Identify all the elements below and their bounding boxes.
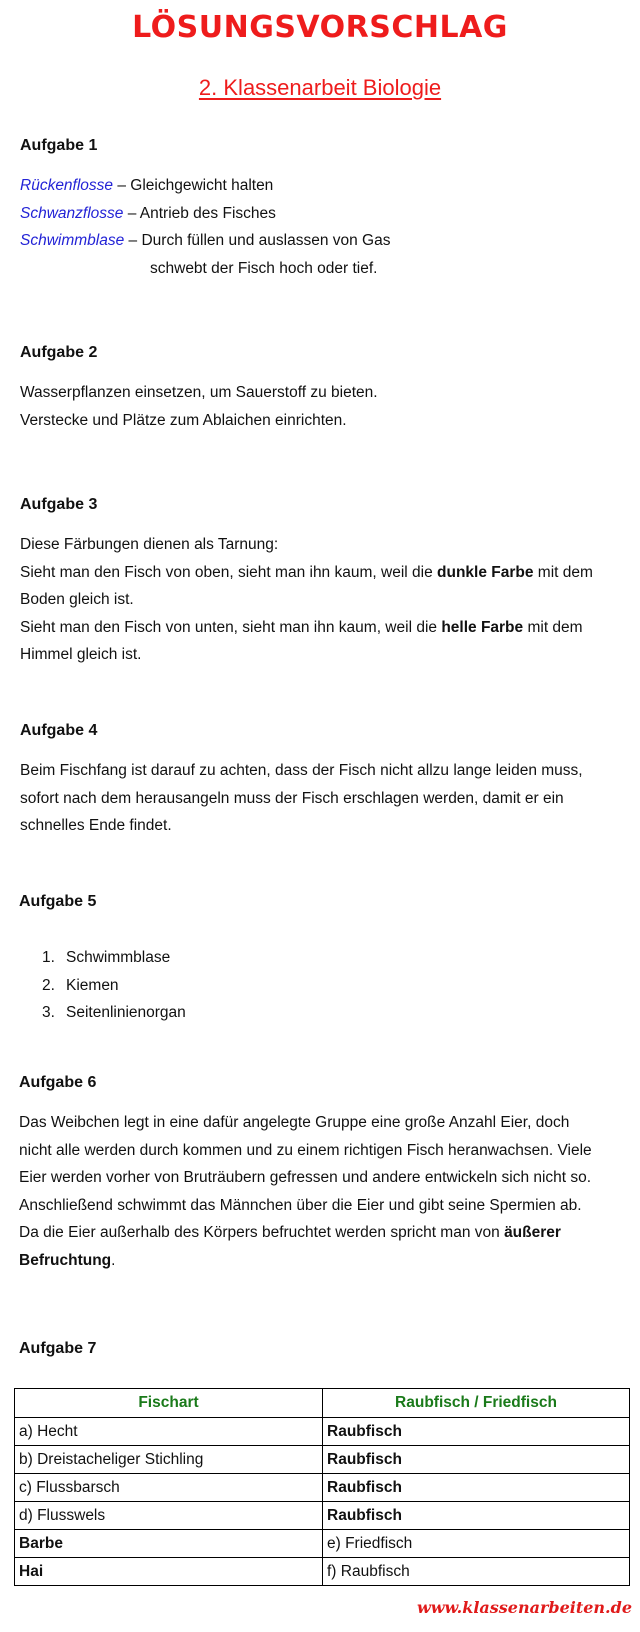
table-row <box>15 1446 630 1474</box>
table-row <box>15 1418 630 1446</box>
table-cell: d) Flusswels <box>15 1502 323 1530</box>
table-cell: Raubfisch <box>323 1502 630 1530</box>
text-span: Sieht man den Fisch von unten, sieht man ihn kaum, weil die <box>20 618 442 636</box>
task-2-body <box>20 379 625 434</box>
task-1-continuation: schwebt der Fisch hoch oder tief. <box>150 259 378 277</box>
table-row <box>15 1530 630 1558</box>
table-cell: Raubfisch <box>323 1446 630 1474</box>
term: Rückenflosse <box>20 177 114 194</box>
column-header-fischart: Fischart <box>15 1389 323 1418</box>
list-item <box>42 999 186 1027</box>
table-row <box>15 1474 630 1502</box>
task-2-heading: Aufgabe 2 <box>20 344 98 361</box>
list-number: 2. <box>42 976 55 994</box>
text-line <box>20 559 625 587</box>
text-line: schnelles Ende findet. <box>20 817 172 834</box>
text-span: mit dem <box>533 563 593 581</box>
task-5-heading: Aufgabe 5 <box>19 893 97 910</box>
task-4-heading: Aufgabe 4 <box>20 722 98 739</box>
text-line: Beim Fischfang ist darauf zu achten, dass der Fisch nicht allzu lange leiden muss, <box>20 762 583 779</box>
text-line: Eier werden vorher von Bruträubern gefressen und andere entwickeln sich nicht so. <box>19 1169 592 1186</box>
term: Schwanzflosse <box>20 204 124 222</box>
task-1-line <box>20 227 625 255</box>
text-line: Verstecke und Plätze zum Ablaichen einrichten. <box>20 411 347 429</box>
table-cell: f) Raubfisch <box>323 1558 630 1586</box>
table-cell: Raubfisch <box>323 1418 630 1446</box>
bold-text: äußerer <box>504 1224 561 1241</box>
page-subtitle: 2. Klassenarbeit Biologie <box>198 75 442 100</box>
task-6-body <box>19 1109 624 1274</box>
text-span: Da die Eier außerhalb des Körpers befruchtet werden spricht man von <box>19 1224 505 1241</box>
bold-text: Befruchtung <box>19 1251 112 1269</box>
text-line: Diese Färbungen dienen als Tarnung: <box>20 536 279 553</box>
text-line <box>20 614 625 642</box>
bold-text: dunkle Farbe <box>437 563 534 581</box>
list-text: Schwimmblase <box>66 949 171 966</box>
task-1-line <box>20 172 625 200</box>
column-header-type: Raubfisch / Friedfisch <box>323 1389 630 1418</box>
text-line: nicht alle werden durch kommen und zu einem richtigen Fisch heranwachsen. Viele <box>19 1141 592 1159</box>
task-1-body <box>20 172 625 282</box>
task-4-body <box>20 757 625 840</box>
task-1-line <box>20 200 625 228</box>
text-line <box>19 1247 624 1275</box>
text-line: Anschließend schwimmt das Männchen über die Eier und gibt seine Spermien ab. <box>19 1196 582 1214</box>
list-number: 3. <box>42 1004 55 1021</box>
text-line: Wasserpflanzen einsetzen, um Sauerstoff zu bieten. <box>20 384 378 401</box>
list-text: Kiemen <box>66 976 119 994</box>
fish-table <box>14 1388 630 1586</box>
task-1-heading: Aufgabe 1 <box>20 137 98 154</box>
term-description: – Durch füllen und auslassen von Gas <box>124 232 391 249</box>
term-description: – Antrieb des Fisches <box>123 204 276 222</box>
list-item <box>42 972 186 1000</box>
text-span: Sieht man den Fisch von oben, sieht man ihn kaum, weil die <box>20 563 438 581</box>
table-cell: a) Hecht <box>15 1418 323 1446</box>
text-span: mit dem <box>523 618 583 636</box>
text-line: sofort nach dem herausangeln muss der Fisch erschlagen werden, damit er ein <box>20 789 564 807</box>
table-cell: e) Friedfisch <box>323 1530 630 1558</box>
task-3-heading: Aufgabe 3 <box>20 496 98 513</box>
term: Schwimmblase <box>20 232 125 249</box>
task-6-heading: Aufgabe 6 <box>19 1074 97 1091</box>
table-row <box>15 1558 630 1586</box>
text-line <box>19 1219 624 1247</box>
watermark-link[interactable]: www.klassenarbeiten.de <box>416 1598 632 1617</box>
task-7-heading: Aufgabe 7 <box>19 1340 97 1357</box>
text-span: . <box>111 1251 116 1269</box>
text-line: Himmel gleich ist. <box>20 646 142 663</box>
list-text: Seitenlinienorgan <box>66 1004 186 1021</box>
list-item <box>42 944 186 972</box>
table-row <box>15 1502 630 1530</box>
list-number: 1. <box>42 949 55 966</box>
table-cell: b) Dreistacheliger Stichling <box>15 1446 323 1474</box>
table-header-row <box>15 1389 630 1418</box>
task-3-body <box>20 531 625 669</box>
term-description: – Gleichgewicht halten <box>113 177 274 194</box>
table-cell: Hai <box>15 1558 323 1586</box>
text-line: Das Weibchen legt in eine dafür angelegte Gruppe eine große Anzahl Eier, doch <box>19 1114 570 1131</box>
table-cell: Barbe <box>15 1530 323 1558</box>
task-5-list <box>42 944 186 1027</box>
table-cell: c) Flussbarsch <box>15 1474 323 1502</box>
text-line: Boden gleich ist. <box>20 591 134 608</box>
page-title: LÖSUNGSVORSCHLAG <box>132 10 508 45</box>
table-cell: Raubfisch <box>323 1474 630 1502</box>
bold-text: helle Farbe <box>441 618 524 636</box>
